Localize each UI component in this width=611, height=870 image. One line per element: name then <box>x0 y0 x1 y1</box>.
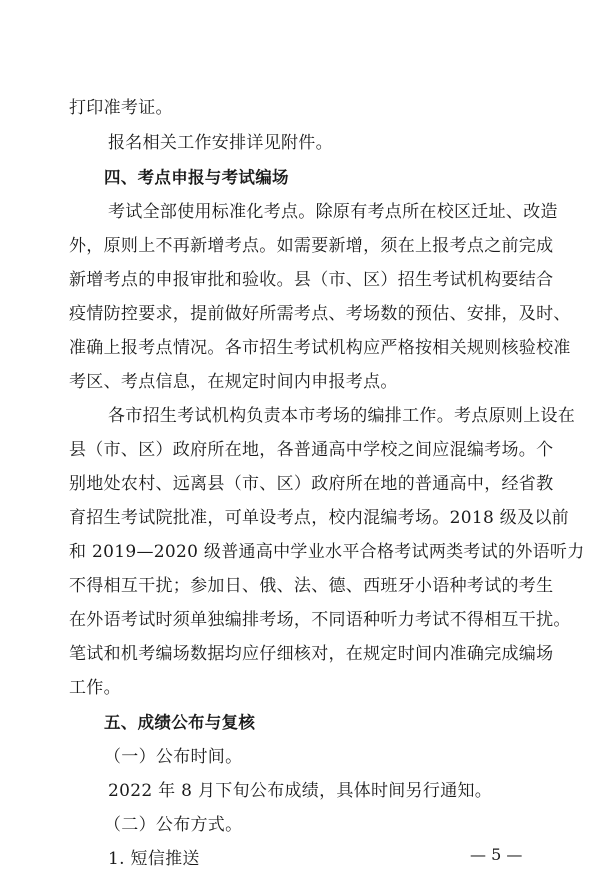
section-heading: 四、考点申报与考试编场 <box>104 168 289 187</box>
text-line: 工作。 <box>69 678 121 698</box>
text-line: 在外语考试时须单独编排考场，不同语种听力考试不得相互干扰。 <box>69 610 571 630</box>
text-line: 外，原则上不再新增考点。如需要新增，须在上报考点之前完成 <box>69 236 554 256</box>
subsection-heading: （一）公布时间。 <box>104 747 243 767</box>
section-heading: 五、成绩公布与复核 <box>104 713 256 732</box>
text-line: 报名相关工作安排详见附件。 <box>108 133 333 153</box>
text-line: 县（市、区）政府所在地，各普通高中学校之间应混编考场。个 <box>69 440 554 460</box>
text-line: 1. 短信推送 <box>108 849 200 869</box>
text-line: 打印准考证。 <box>69 98 173 118</box>
text-line: 新增考点的申报审批和验收。县（市、区）招生考试机构要结合 <box>69 270 554 290</box>
text-line: 考试全部使用标准化考点。除原有考点所在校区迁址、改造 <box>108 202 558 222</box>
text-line: 各市招生考试机构负责本市考场的编排工作。考点原则上设在 <box>108 406 576 426</box>
text-line: 笔试和机考编场数据均应仔细核对，在规定时间内准确完成编场 <box>69 644 554 664</box>
text-line: 考区、考点信息，在规定时间内申报考点。 <box>69 372 398 392</box>
text-line: 准确上报考点情况。各市招生考试机构应严格按相关规则核验校准 <box>69 338 571 358</box>
text-line: 别地处农村、远离县（市、区）政府所在地的普通高中，经省教 <box>69 474 554 494</box>
text-line: 2022 年 8 月下旬公布成绩，具体时间另行通知。 <box>108 781 493 801</box>
page-number: — 5 — <box>470 845 523 864</box>
text-line: 疫情防控要求，提前做好所需考点、考场数的预估、安排，及时、 <box>69 304 571 324</box>
subsection-heading: （二）公布方式。 <box>104 815 243 835</box>
text-line: 不得相互干扰；参加日、俄、法、德、西班牙小语种考试的考生 <box>69 576 554 596</box>
text-line: 和 2019—2020 级普通高中学业水平合格考试两类考试的外语听力 <box>69 542 585 562</box>
text-line: 育招生考试院批准，可单设考点，校内混编考场。2018 级及以前 <box>69 508 569 528</box>
